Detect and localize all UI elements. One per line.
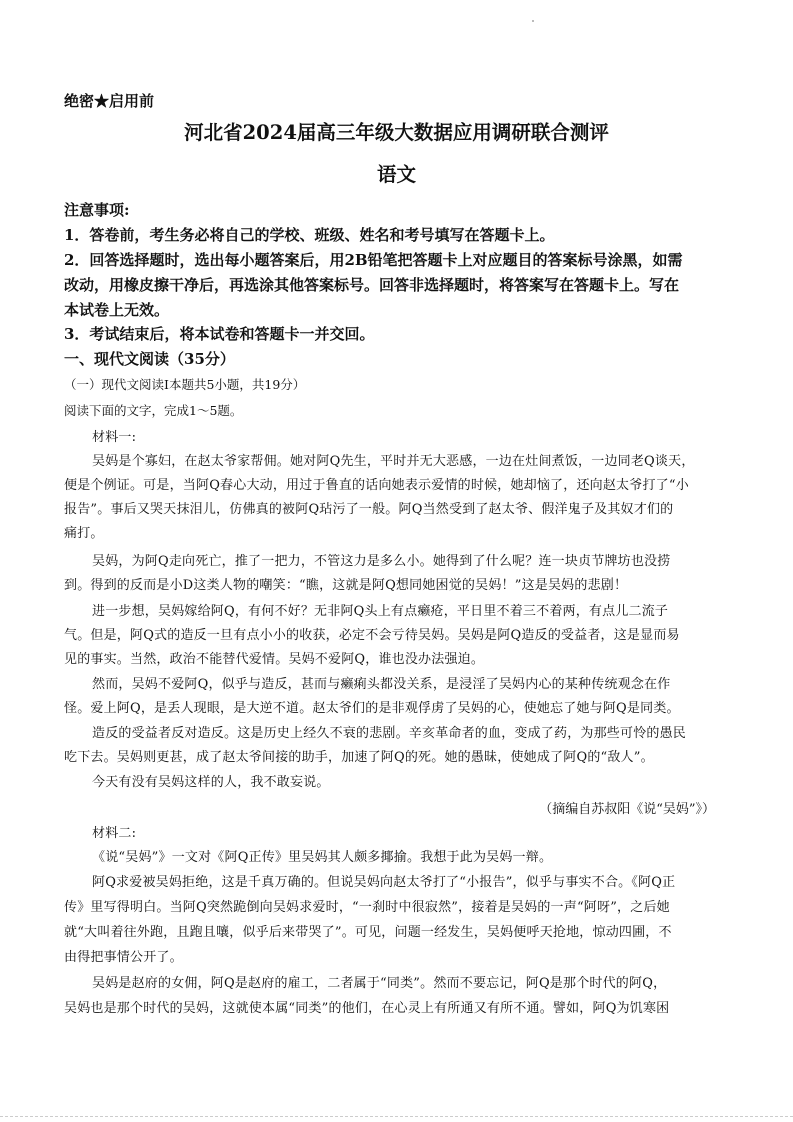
paragraph-line: 吴妈也是那个时代的吴妈，这就使本属“同类”的他们，在心灵上有所通又有所不通。譬如，阿Q为饥寒困 bbox=[64, 1001, 670, 1016]
paragraph-line: 吴妈，为阿Q走向死亡，推了一把力，不管这力是多么小。她得到了什么呢？连一块贞节牌坊也没捞 bbox=[92, 554, 671, 569]
paragraph-line: 今天有没有吴妈这样的人，我不敢妄说。 bbox=[92, 775, 330, 790]
paragraph-line: 《说“吴妈”》一文对《阿Q正传》里吴妈其人颇多揶揄。我想于此为吴妈一辩。 bbox=[92, 850, 553, 865]
notice-line: 3．考试结束后，将本试卷和答题卡一并交回。 bbox=[64, 325, 375, 343]
paragraph-line: 便是个例证。可是，当阿Q春心大动，用过于鲁直的话向她表示爱情的时候，她却恼了，还向赵太爷打了“小 bbox=[64, 478, 689, 493]
paragraph-line: 气。但是，阿Q式的造反一旦有点小小的收获，必定不会亏待吴妈。吴妈是阿Q造反的受益者，这是显而易 bbox=[64, 628, 680, 643]
paragraph-line: 进一步想，吴妈嫁给阿Q，有何不好？无非阿Q头上有点癞疮，平日里不着三不着两，有点儿二流子 bbox=[92, 604, 669, 619]
paragraph-line: 怪。爱上阿Q，是丢人现眼，是大逆不道。赵太爷们的是非观俘虏了吴妈的心，使她忘了她与阿Q是同类。 bbox=[64, 701, 680, 716]
exam-title: 河北省2024届高三年级大数据应用调研联合测评 bbox=[184, 121, 609, 144]
paragraph-line: 就“大叫着往外跑，且跑且嚷，似乎后来带哭了”。可见，问题一经发生，吴妈便呼天抢地，惊动四圃，不 bbox=[64, 925, 672, 940]
subject-title: 语文 bbox=[376, 163, 416, 186]
section-heading: 一、现代文阅读（35分） bbox=[64, 350, 235, 368]
paragraph-line: 吴妈是赵府的女佣，阿Q是赵府的雇工，二者属于“同类”。然而不要忘记，阿Q是那个时代的阿Q， bbox=[92, 976, 667, 991]
notice-line: 改动，用橡皮擦干净后，再选涂其他答案标号。回答非选择题时，将答案写在答题卡上。写在 bbox=[64, 276, 680, 294]
paragraph-line: 造反的受益者反对造反。这是历史上经久不衰的悲剧。辛亥革命者的血，变成了药，为那些可怜的愚民 bbox=[92, 726, 687, 741]
source-citation: （摘编自苏叔阳《说“吴妈”》） bbox=[539, 802, 715, 817]
notice-line: 1．答卷前，考生务必将自己的学校、班级、姓名和考号填写在答题卡上。 bbox=[64, 226, 555, 244]
scan-speck bbox=[532, 20, 534, 22]
notice-line: 2．回答选择题时，选出每小题答案后，用2B铅笔把答题卡上对应题目的答案标号涂黑，如需 bbox=[64, 251, 683, 269]
material-label: 材料一: bbox=[92, 430, 137, 445]
paragraph-line: 由得把事情公开了。 bbox=[64, 950, 183, 965]
notice-heading: 注意事项: bbox=[64, 201, 130, 219]
paragraph-line: 吃下去。吴妈则更甚，成了赵太爷间接的助手，加速了阿Q的死。她的愚昧，使她成了阿Q的“敌人”。 bbox=[64, 750, 654, 765]
paragraph-line: 痛打。 bbox=[64, 526, 104, 541]
confidential-mark: 绝密★启用前 bbox=[64, 92, 155, 110]
section-instruction: 阅读下面的文字，完成1～5题。 bbox=[64, 403, 243, 418]
section-subheading: （一）现代文阅读I本题共5小题，共19分） bbox=[64, 377, 306, 392]
material-label: 材料二: bbox=[92, 826, 137, 841]
paragraph-line: 报告”。事后又哭天抹泪儿，仿佛真的被阿Q玷污了一般。阿Q当然受到了赵太爷、假洋鬼子及其奴才们的 bbox=[64, 502, 674, 517]
paragraph-line: 到。得到的反而是小D这类人物的嘲笑：“瞧，这就是阿Q想同她困觉的吴妈！”这是吴妈的悲剧！ bbox=[64, 578, 628, 593]
paragraph-line: 见的事实。当然，政治不能替代爱情。吴妈不爱阿Q，谁也没办法强迫。 bbox=[64, 652, 485, 667]
paragraph-line: 吴妈是个寡妇，在赵太爷家帮佣。她对阿Q先生，平时并无大恶感，一边在灶间煮饭，一边同老Q谈天， bbox=[92, 454, 695, 469]
page-bottom-rule bbox=[0, 1116, 793, 1117]
paragraph-line: 传》里写得明白。当阿Q突然跪倒向吴妈求爱时，“一刹时中很寂然”，接着是吴妈的一声“阿呀”，之后她 bbox=[64, 900, 670, 915]
paragraph-line: 阿Q求爱被吴妈拒绝，这是千真万确的。但说吴妈向赵太爷打了“小报告”，似乎与事实不合。《阿Q正 bbox=[92, 875, 676, 890]
paragraph-line: 然而，吴妈不爱阿Q，似乎与造反，甚而与癞痢头都没关系，是浸淫了吴妈内心的某种传统观念在作 bbox=[92, 677, 671, 692]
notice-line: 本试卷上无效。 bbox=[64, 301, 170, 319]
